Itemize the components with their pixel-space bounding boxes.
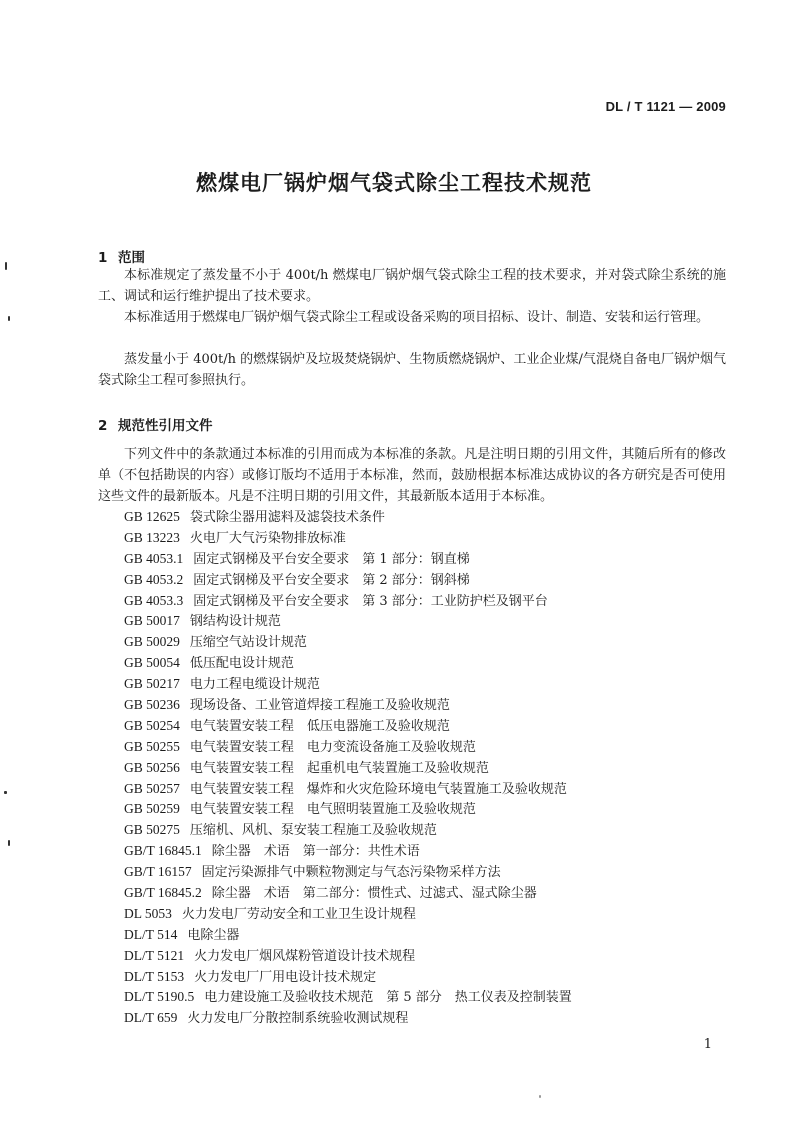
reference-title: 固定污染源排气中颗粒物测定与气态污染物采样方法 — [201, 865, 501, 881]
reference-item — [124, 820, 572, 841]
reference-item — [124, 925, 572, 946]
reference-code: GB 4053.2 — [124, 571, 184, 587]
reference-code: GB 50254 — [124, 717, 180, 733]
section-2-paragraph-1: 下列文件中的条款通过本标准的引用而成为本标准的条款。凡是注明日期的引用文件，其随后所有的修改单（不包括勘误的内容）或修订版均不适用于本标准，然而，鼓励根据本标准达成协议的各方研究是否可使用这些文件的最新版本。凡是不注明日期的引用文件，其最新版本适用于本标准。 — [98, 447, 726, 504]
reference-item — [124, 987, 572, 1008]
reference-item — [124, 549, 572, 570]
reference-code: GB/T 16157 — [124, 864, 192, 880]
reference-title: 电除尘器 — [187, 927, 240, 943]
reference-item — [124, 528, 572, 549]
reference-title: 火力发电厂劳动安全和工业卫生设计规程 — [181, 906, 416, 922]
reference-title: 低压配电设计规范 — [189, 656, 294, 672]
reference-title: 钢结构设计规范 — [189, 614, 281, 630]
reference-code: DL/T 514 — [124, 926, 178, 942]
section-2-heading — [98, 414, 213, 434]
reference-title: 压缩空气站设计规范 — [189, 635, 307, 651]
scan-mark — [4, 791, 7, 794]
reference-item — [124, 799, 572, 820]
reference-item — [124, 779, 572, 800]
reference-title: 电气装置安装工程 爆炸和火灾危险环境电气装置施工及验收规范 — [189, 781, 567, 797]
reference-title: 固定式钢梯及平台安全要求 第 3 部分：工业防护栏及钢平台 — [193, 593, 548, 609]
reference-code: GB 4053.1 — [124, 550, 184, 566]
reference-code: GB 50255 — [124, 738, 180, 754]
reference-code: GB 4053.3 — [124, 592, 184, 608]
reference-item — [124, 570, 572, 591]
reference-item — [124, 946, 572, 967]
reference-code: DL/T 5121 — [124, 947, 185, 963]
reference-title: 固定式钢梯及平台安全要求 第 1 部分：钢直梯 — [193, 551, 470, 567]
reference-code: GB 50054 — [124, 655, 180, 671]
page-number: 1 — [703, 1037, 712, 1052]
section-1-heading — [98, 246, 145, 266]
section-2-title: 规范性引用文件 — [118, 418, 213, 434]
reference-item — [124, 904, 572, 925]
reference-item — [124, 674, 572, 695]
reference-code: GB 50256 — [124, 759, 180, 775]
section-1-paragraph-3: 蒸发量小于 400t/h 的燃煤锅炉及垃圾焚烧锅炉、生物质燃烧锅炉、工业企业煤/气混烧自备电厂锅炉烟气袋式除尘工程可参照执行。 — [98, 352, 726, 388]
reference-code: GB 50217 — [124, 676, 180, 692]
reference-title: 电气装置安装工程 低压电器施工及验收规范 — [189, 718, 450, 734]
reference-item — [124, 1008, 572, 1029]
section-1-title: 范围 — [118, 250, 145, 266]
reference-title: 电气装置安装工程 起重机电气装置施工及验收规范 — [189, 760, 489, 776]
reference-title: 袋式除尘器用滤料及滤袋技术条件 — [189, 510, 385, 525]
reference-item — [124, 611, 572, 632]
reference-title: 电气装置安装工程 电气照明装置施工及验收规范 — [189, 802, 476, 818]
reference-item — [124, 653, 572, 674]
reference-code: GB 12625 — [124, 509, 180, 524]
reference-item — [124, 591, 572, 612]
reference-title: 火力发电厂厂用电设计技术规定 — [194, 969, 377, 985]
scan-mark — [539, 1095, 541, 1098]
section-2-number: 2 — [98, 418, 108, 434]
reference-title: 电气装置安装工程 电力变流设备施工及验收规范 — [189, 739, 476, 755]
reference-code: GB 50275 — [124, 822, 180, 838]
reference-title: 除尘器 术语 第一部分：共性术语 — [211, 844, 420, 860]
reference-item — [124, 758, 572, 779]
reference-code: DL/T 5153 — [124, 968, 185, 984]
reference-code: GB 50017 — [124, 613, 180, 629]
reference-title: 火电厂大气污染物排放标准 — [189, 530, 346, 546]
section-1-number: 1 — [98, 250, 108, 266]
reference-code: GB 50236 — [124, 697, 180, 713]
section-1-paragraph-2: 本标准适用于燃煤电厂锅炉烟气袋式除尘工程或设备采购的项目招标、设计、制造、安装和运行管理。 — [124, 310, 710, 325]
reference-code: DL/T 5190.5 — [124, 989, 195, 1005]
scan-mark — [8, 840, 10, 846]
reference-title: 除尘器 术语 第二部分：惯性式、过滤式、湿式除尘器 — [211, 886, 537, 902]
reference-item — [124, 883, 572, 904]
reference-title: 电力建设施工及验收技术规范 第 5 部分 热工仪表及控制装置 — [204, 990, 572, 1006]
reference-item — [124, 862, 572, 883]
reference-title: 火力发电厂分散控制系统验收测试规程 — [187, 1011, 409, 1027]
reference-item — [124, 695, 572, 716]
reference-item — [124, 841, 572, 862]
reference-code: GB/T 16845.2 — [124, 885, 202, 901]
reference-title: 电力工程电缆设计规范 — [189, 677, 320, 693]
reference-code: GB/T 16845.1 — [124, 843, 202, 859]
reference-item — [124, 737, 572, 758]
reference-code: GB 13223 — [124, 529, 180, 545]
reference-code: GB 50029 — [124, 634, 180, 650]
reference-code: GB 50259 — [124, 801, 180, 817]
reference-item — [124, 716, 572, 737]
reference-code: DL/T 659 — [124, 1010, 178, 1026]
reference-title: 火力发电厂烟风煤粉管道设计技术规程 — [194, 948, 416, 964]
reference-code: GB 50257 — [124, 780, 180, 796]
scan-mark — [5, 262, 7, 270]
reference-item — [124, 632, 572, 653]
standard-number: DL / T 1121 — 2009 — [605, 99, 726, 114]
reference-item — [124, 967, 572, 988]
reference-title: 固定式钢梯及平台安全要求 第 2 部分：钢斜梯 — [193, 572, 470, 588]
reference-title: 压缩机、风机、泵安装工程施工及验收规范 — [189, 823, 437, 839]
reference-code: DL 5053 — [124, 905, 172, 921]
reference-list — [124, 507, 572, 1029]
reference-item — [124, 507, 572, 528]
reference-title: 现场设备、工业管道焊接工程施工及验收规范 — [189, 698, 450, 714]
document-title: 燃煤电厂锅炉烟气袋式除尘工程技术规范 — [196, 171, 592, 195]
section-1-paragraph-1: 本标准规定了蒸发量不小于 400t/h 燃煤电厂锅炉烟气袋式除尘工程的技术要求，并对袋式除尘系统的施工、调试和运行维护提出了技术要求。 — [98, 268, 726, 304]
scan-mark — [8, 316, 10, 321]
